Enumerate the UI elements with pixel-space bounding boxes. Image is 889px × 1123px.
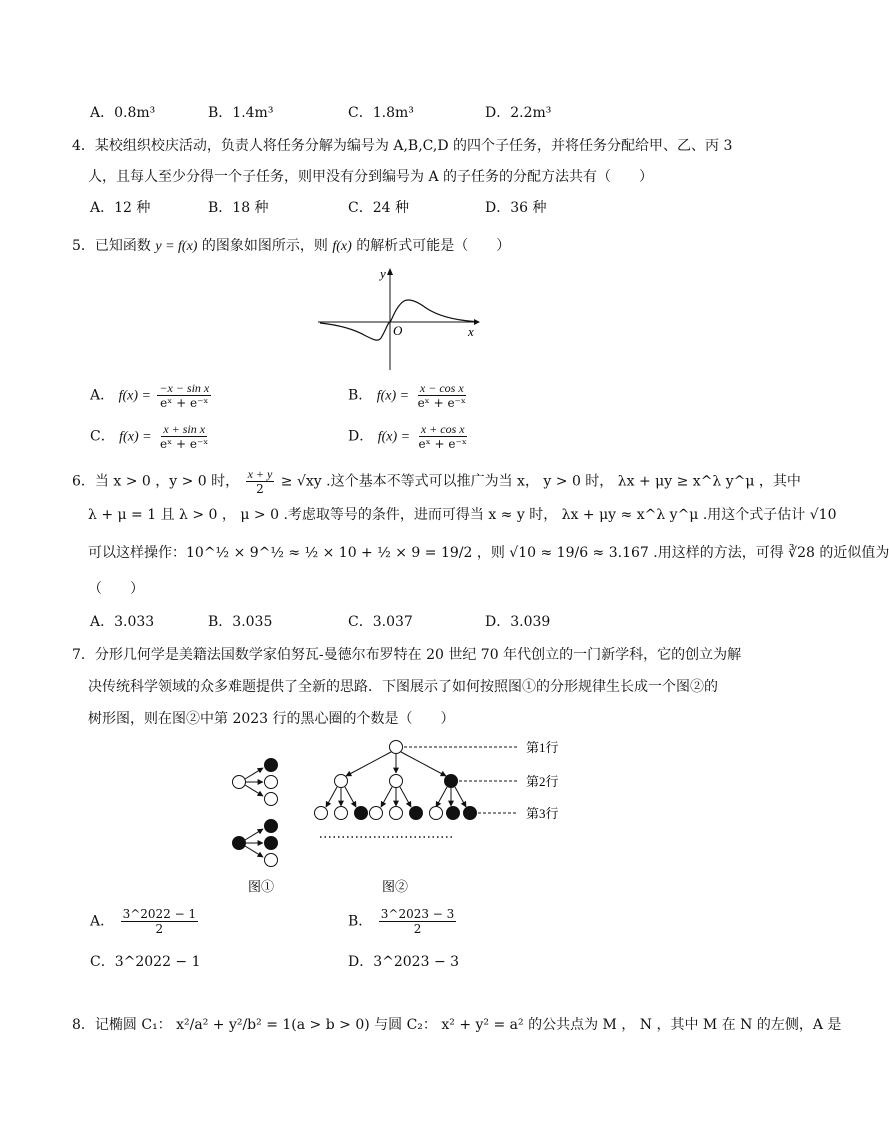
q5-option-d <box>348 422 471 451</box>
q7-fig2-row3-node-4 <box>370 807 383 820</box>
q7-fig1-top-arrow-3 <box>245 785 263 796</box>
q6-line-1-a: 6．当 x > 0 ，y > 0 时， <box>72 473 240 490</box>
q8-line-1: 8．记椭圆 C₁： x²/a² + y²/b² = 1(a > b > 0) 与圆 C₂： x² + y² = a² 的公共点为 M ， N ，其中 M 在 N 的左侧，A 是 <box>72 1017 842 1033</box>
q5-option-a-label: A． <box>90 387 115 404</box>
q5-option-d-label: D． <box>348 428 374 445</box>
q7-fig2-edge-9 <box>400 787 411 807</box>
q7-fig2-row1-label: 第1行 <box>526 740 559 755</box>
q7-fig2-edge-1 <box>346 752 391 776</box>
q5-x-label: x <box>468 324 474 339</box>
q7-fig2-row3-node-1 <box>315 807 328 820</box>
q7-fig1-bottom-child-3 <box>265 854 278 867</box>
q7-fig2-edge-12 <box>455 787 466 807</box>
q3-option-b: B．1.4m³ <box>208 105 274 121</box>
q5-option-b-den: eˣ + e⁻ˣ <box>417 396 466 410</box>
q7-line-1: 7．分形几何学是美籍法国数学家伯努瓦-曼德尔布罗特在 20 世纪 70 年代创立的一门新学科，它的创立为解 <box>72 647 742 663</box>
q5-option-a-frac <box>157 381 211 410</box>
q7-fig1-top-child-1 <box>265 759 278 772</box>
q7-fig1-bottom-child-1 <box>265 820 278 833</box>
q7-option-d: D．3^2023 − 3 <box>348 954 460 970</box>
q5-option-a <box>90 381 213 410</box>
q5-x-arrow <box>474 319 480 325</box>
q4-option-c: C．24 种 <box>348 200 409 216</box>
q7-line-2: 决传统科学领域的众多难题提供了全新的思路．下图展示了如何按照图①的分形规律生长成一个图②的 <box>88 679 718 695</box>
q7-option-b-frac <box>379 907 457 936</box>
q6-line-1-num: x + y <box>247 467 273 481</box>
q5-option-a-den: eˣ + e⁻ˣ <box>160 396 209 410</box>
q5-stem-mid: 的图象如图所示，则 <box>201 238 328 254</box>
q7-fig2-row3-node-8 <box>447 807 460 820</box>
q4-option-b: B．18 种 <box>208 200 269 216</box>
q4-line-1: 4．某校组织校庆活动，负责人将任务分解为编号为 A,B,C,D 的四个子任务，并将任务分配给甲、乙、丙 3 <box>72 138 733 154</box>
q5-option-c-frac <box>158 422 210 451</box>
q5-option-c-lhs: f(x) = <box>119 429 152 445</box>
q5-option-c-label: C． <box>90 428 115 445</box>
q7-fig2-row2-node-1 <box>335 775 348 788</box>
q5-y-arrow <box>387 268 393 275</box>
q7-option-b <box>348 907 458 936</box>
q5-option-a-lhs: f(x) = <box>118 388 151 404</box>
q7-fig2-row3-label: 第3行 <box>526 806 559 821</box>
q7-option-a-num: 3^2022 − 1 <box>122 907 197 921</box>
q7-option-b-den: 2 <box>413 922 422 936</box>
q7-fig1-top-arrow-1 <box>245 768 263 779</box>
q6-option-a: A．3.033 <box>90 614 155 630</box>
q5-option-b-num: x − cos x <box>419 381 464 395</box>
q7-option-b-label: B． <box>348 913 373 930</box>
q6-line-3: 可以这样操作：10^½ × 9^½ ≈ ½ × 10 + ½ × 9 = 19/2 ，则 √10 ≈ 19/6 ≈ 3.167 .用这样的方法，可得 ∛28 的近似值为 <box>88 545 889 561</box>
q5-option-d-den: eˣ + e⁻ˣ <box>418 437 467 451</box>
q3-option-c: C．1.8m³ <box>348 105 414 121</box>
q5-option-d-frac <box>417 422 469 451</box>
q5-function-graph <box>314 262 484 372</box>
q5-stem-fx: y = f(x) <box>155 239 198 254</box>
q7-option-a <box>90 907 200 936</box>
q7-fig2-row2-node-2 <box>390 775 403 788</box>
q7-option-a-label: A． <box>90 913 115 930</box>
q5-option-d-lhs: f(x) = <box>377 429 411 445</box>
q5-option-c <box>90 422 212 451</box>
q7-fig2-caption: 图② <box>382 879 409 894</box>
q7-fig2-edge-6 <box>345 787 356 807</box>
q5-option-c-den: eˣ + e⁻ˣ <box>160 437 209 451</box>
q7-fig2-row3-node-2 <box>335 807 348 820</box>
q7-fig1-caption: 图① <box>248 879 275 894</box>
q7-fig2-row3-node-3 <box>355 807 368 820</box>
q5-stem-pre: 5．已知函数 <box>72 238 151 254</box>
q7-option-b-num: 3^2023 − 3 <box>380 907 455 921</box>
q6-option-b: B．3.035 <box>208 614 273 630</box>
q6-line-4: （ ） <box>88 581 144 597</box>
q5-origin-label: O <box>393 323 403 338</box>
q7-option-a-den: 2 <box>155 922 164 936</box>
q7-fig2-edge-10 <box>436 787 447 807</box>
q6-line-1-den: 2 <box>256 482 264 496</box>
q3-option-d: D．2.2m³ <box>485 105 552 121</box>
q7-fractal-figure <box>220 735 580 900</box>
q5-option-b-frac <box>416 381 468 410</box>
q7-fig2-edge-3 <box>401 752 446 776</box>
q7-fig2-row1-node <box>390 741 403 754</box>
q7-fig2-row3-node-9 <box>464 807 477 820</box>
q7-fig2-row3-node-6 <box>410 807 423 820</box>
q7-fig1-bottom-child-2 <box>265 837 278 850</box>
q5-stem-post: 的解析式可能是（ ） <box>356 238 511 254</box>
q4-option-a: A．12 种 <box>90 200 151 216</box>
q6-line-1-b: ≥ √xy .这个基本不等式可以推广为当 x， y > 0 时， λx + μy ≥ x^λ y^μ ，其中 <box>280 473 801 490</box>
q5-option-b-lhs: f(x) = <box>376 388 410 404</box>
q5-option-d-num: x + cos x <box>420 422 465 436</box>
q4-line-2: 人，且每人至少分得一个子任务，则甲没有分到编号为 A 的子任务的分配方法共有（ ） <box>88 169 654 185</box>
q7-fig1-bottom-arrow-1 <box>245 829 263 840</box>
q7-fig2-row2-node-3 <box>445 775 458 788</box>
q7-fig2-row3-node-5 <box>390 807 403 820</box>
q7-option-a-frac <box>121 907 199 936</box>
q7-fig2-row2-label: 第2行 <box>526 774 559 789</box>
q7-fig1-top-child-2 <box>265 776 278 789</box>
q7-option-c: C．3^2022 − 1 <box>90 954 201 970</box>
q7-fig2-edge-7 <box>381 787 392 807</box>
q6-option-d: D．3.039 <box>485 614 551 630</box>
q5-option-a-num: −x − sin x <box>159 381 210 395</box>
q5-stem <box>72 237 510 256</box>
q5-option-c-num: x + sin x <box>163 422 206 436</box>
q7-fig1-top-child-3 <box>265 793 278 806</box>
q4-option-d: D．36 种 <box>485 200 547 216</box>
q6-option-c: C．3.037 <box>348 614 413 630</box>
q7-fig1-bottom-arrow-3 <box>245 846 263 857</box>
q6-line-2: λ + μ = 1 且 λ > 0 ， μ > 0 .考虑取等号的条件，进而可得当 x ≈ y 时， λx + μy ≈ x^λ y^μ .用这个式子估计 √10 <box>88 507 837 523</box>
q7-line-3: 树形图，则在图②中第 2023 行的黑心圈的个数是（ ） <box>88 711 455 727</box>
q5-option-b-label: B． <box>348 387 373 404</box>
q6-line-1 <box>72 467 801 496</box>
q7-fig2-row3-node-7 <box>430 807 443 820</box>
q6-line-1-frac <box>246 467 275 496</box>
q7-fig2-edge-4 <box>326 787 337 807</box>
q7-fig1-top-source <box>233 776 246 789</box>
q5-y-label: y <box>380 266 386 281</box>
q5-option-b <box>348 381 470 410</box>
q7-fig1-bottom-source <box>233 837 246 850</box>
q3-option-a: A．0.8m³ <box>90 105 156 121</box>
q5-stem-fx2: f(x) <box>332 239 352 254</box>
